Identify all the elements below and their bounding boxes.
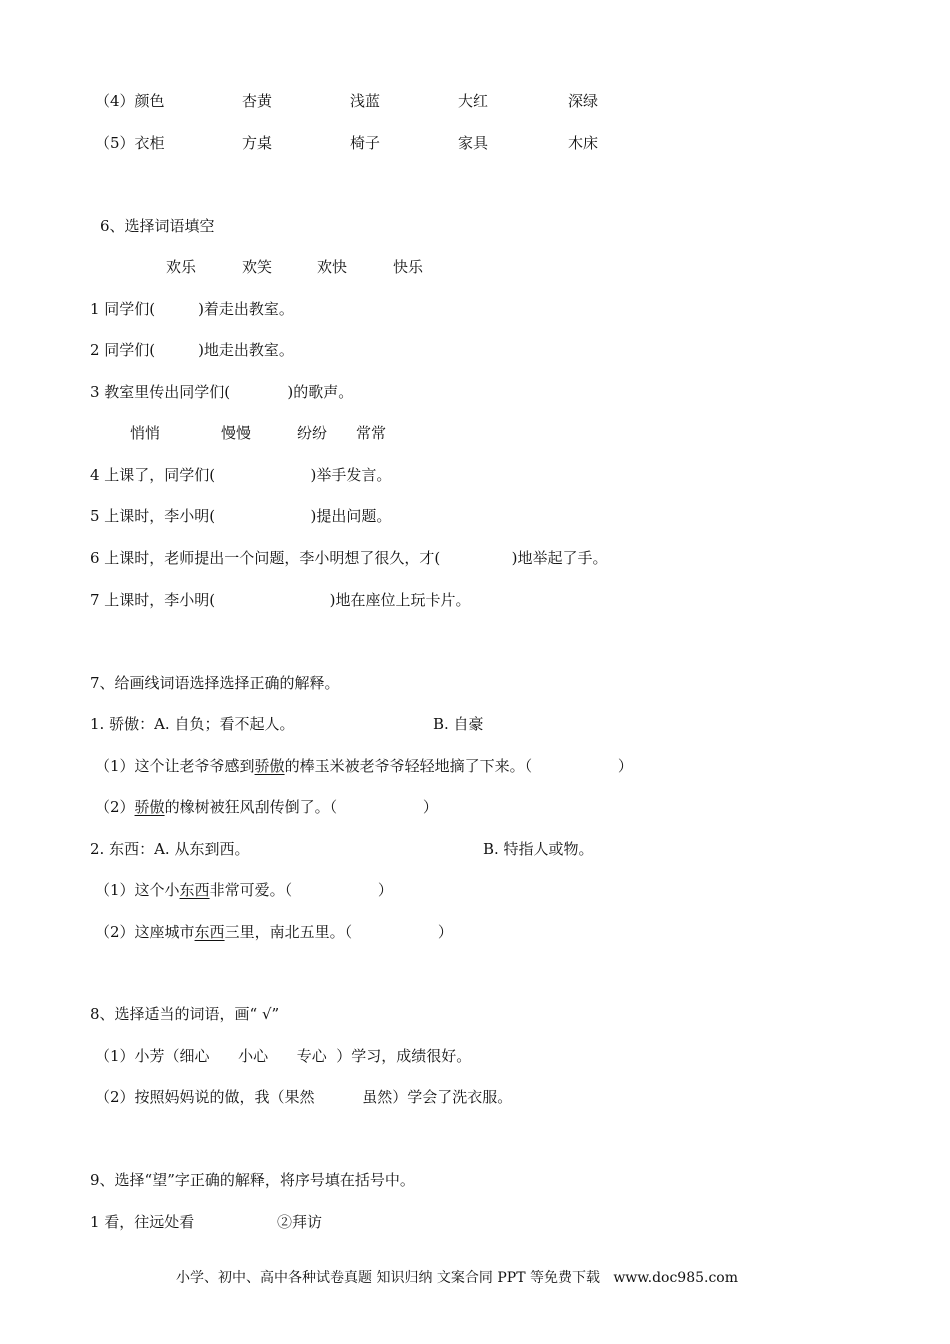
item1-sentence-1: （1）这个让老爷爷感到骄傲的棒玉米被老爷爷轻轻地摘了下来。（ ） bbox=[95, 757, 633, 775]
section9-option-1: 1 看，往远处看 bbox=[90, 1213, 195, 1231]
question-1: 1 同学们( )着走出教室。 bbox=[90, 300, 294, 318]
section7-title: 7、给画线词语选择选择正确的解释。 bbox=[90, 674, 340, 692]
row4-word-2: 浅蓝 bbox=[350, 92, 381, 110]
question-6: 6 上课时，老师提出一个问题，李小明想了很久，才( )地举起了手。 bbox=[90, 549, 608, 567]
underlined-word: 东西 bbox=[179, 881, 210, 899]
question-3: 3 教室里传出同学们( )的歌声。 bbox=[90, 383, 354, 401]
wordbank1-item: 欢乐 bbox=[166, 258, 197, 276]
section8-question-1: （1）小芳（细心 小心 专心 ）学习，成绩很好。 bbox=[95, 1047, 472, 1065]
underlined-word: 骄傲 bbox=[134, 798, 165, 816]
question-7: 7 上课时，李小明( )地在座位上玩卡片。 bbox=[90, 591, 471, 609]
wordbank1-item: 欢快 bbox=[317, 258, 348, 276]
row5-word-3: 家具 bbox=[458, 134, 489, 152]
section9-title: 9、选择“望”字正确的解释，将序号填在括号中。 bbox=[90, 1171, 415, 1189]
item2-sentence-1: （1）这个小东西非常可爱。（ ） bbox=[95, 881, 393, 899]
row4-word-3: 大红 bbox=[458, 92, 489, 110]
item1-option-a: 1. 骄傲：A. 自负；看不起人。 bbox=[90, 715, 295, 733]
item1-sentence-2: （2）骄傲的橡树被狂风刮传倒了。（ ） bbox=[95, 798, 438, 816]
wordbank2-item: 悄悄 bbox=[130, 424, 161, 442]
page-footer: 小学、初中、高中各种试卷真题 知识归纳 文案合同 PPT 等免费下载 www.doc985.com bbox=[176, 1270, 739, 1286]
wordbank2-item: 慢慢 bbox=[221, 424, 252, 442]
row4-word-4: 深绿 bbox=[568, 92, 599, 110]
row5-word-1: 方桌 bbox=[242, 134, 273, 152]
question-5: 5 上课时，李小明( )提出问题。 bbox=[90, 507, 392, 525]
question-2: 2 同学们( )地走出教室。 bbox=[90, 341, 294, 359]
underlined-word: 东西 bbox=[194, 923, 225, 941]
section8-question-2: （2）按照妈妈说的做，我（果然 虽然）学会了洗衣服。 bbox=[95, 1088, 513, 1106]
wordbank2-item: 常常 bbox=[356, 424, 387, 442]
question-4: 4 上课了，同学们( )举手发言。 bbox=[90, 466, 392, 484]
row5-word-2: 椅子 bbox=[350, 134, 381, 152]
section9-option-2: ②拜访 bbox=[277, 1213, 323, 1231]
wordbank1-item: 快乐 bbox=[393, 258, 424, 276]
underlined-word: 骄傲 bbox=[254, 757, 285, 775]
row4-label: （4）颜色 bbox=[95, 92, 165, 110]
item1-option-b: B. 自豪 bbox=[433, 715, 484, 733]
section6-title: 6、选择词语填空 bbox=[100, 217, 215, 235]
row5-label: （5）衣柜 bbox=[95, 134, 165, 152]
item2-option-b: B. 特指人或物。 bbox=[483, 840, 594, 858]
wordbank2-item: 纷纷 bbox=[297, 424, 328, 442]
row5-word-4: 木床 bbox=[568, 134, 599, 152]
row4-word-1: 杏黄 bbox=[242, 92, 273, 110]
section8-title: 8、选择适当的词语，画“ √” bbox=[90, 1005, 280, 1023]
item2-option-a: 2. 东西：A. 从东到西。 bbox=[90, 840, 250, 858]
wordbank1-item: 欢笑 bbox=[242, 258, 273, 276]
item2-sentence-2: （2）这座城市东西三里，南北五里。（ ） bbox=[95, 923, 453, 941]
